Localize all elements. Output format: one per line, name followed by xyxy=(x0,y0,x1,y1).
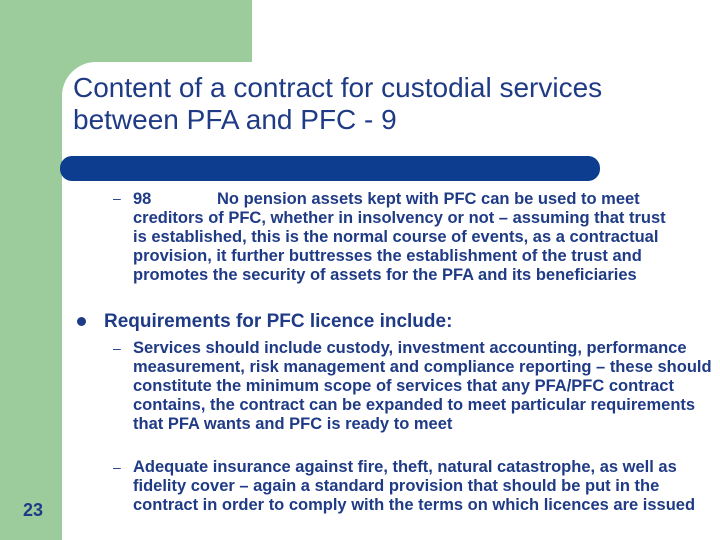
paragraph-98 xyxy=(133,190,678,285)
requirements-heading: Requirements for PFC licence include: xyxy=(104,311,453,332)
bullet-icon xyxy=(77,317,86,326)
dash-marker: – xyxy=(113,459,121,475)
sub-item-services: Services should include custody, investment accounting, performance measurement, risk management and compliance reporting – these should constitute the minimum scope of services that any PFA/PFC contract contains, the contract can be expanded to meet particular requirements that PFA wants and PFC is ready to meet xyxy=(133,339,712,433)
item-98-text: No pension assets kept with PFC can be used to meet creditors of PFC, whether in insolvency or not – assuming that trust is established, this is the normal course of events, as a contractual provision, it further buttresses the establishment of the trust and promotes the security of assets for the PFA and its beneficiaries xyxy=(133,190,666,284)
dash-marker: – xyxy=(113,190,121,206)
slide-title: Content of a contract for custodial services between PFA and PFC - 9 xyxy=(73,72,603,135)
item-number: 98 xyxy=(133,190,152,208)
slide-number: 23 xyxy=(22,500,44,520)
dash-marker: – xyxy=(113,340,121,356)
sub-item-insurance: Adequate insurance against fire, theft, natural catastrophe, as well as fidelity cover – again a standard provision that should be put in the contract in order to comply with the terms on which licences are issued xyxy=(133,458,696,514)
title-divider-bar xyxy=(60,156,600,181)
